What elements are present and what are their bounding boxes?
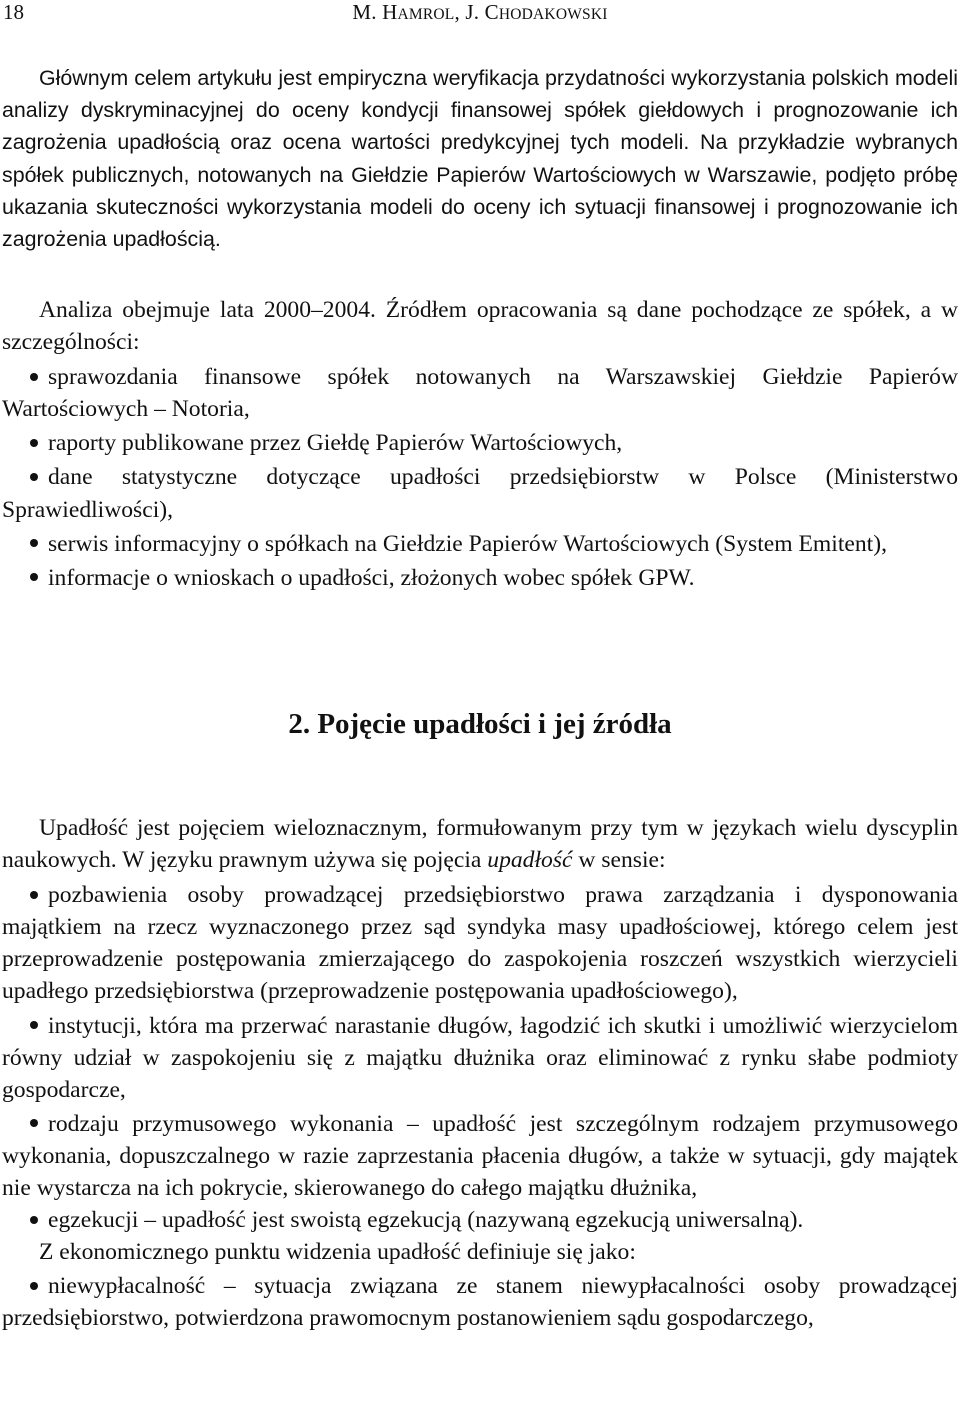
author-separator: , J. C xyxy=(454,0,499,24)
running-title xyxy=(0,0,960,25)
section-heading xyxy=(0,708,960,741)
author-surname-2: HODAKOWSKI xyxy=(498,6,608,23)
sources-bullet-3: dane statystyczne dotyczące upadłości przedsiębiorstw w Polsce (Ministerstwo Sprawiedliwości), xyxy=(2,461,958,525)
section2-body xyxy=(2,812,958,1335)
section-title: Pojęcie upadłości i jej źródła xyxy=(317,708,672,740)
legal-bullet-2: instytucji, która ma przerwać narastanie długów, łagodzić ich skutki i umożliwić wierzycielom równy udział w zaspokojeniu się z majątku dłużnika oraz eliminować z rynku słabe podmioty gospodarcze, xyxy=(2,1010,958,1106)
author-surname-1: AMROL xyxy=(397,6,455,23)
economic-paragraph: Z ekonomicznego punktu widzenia upadłość definiuje się jako: xyxy=(39,1239,636,1266)
section1-intro xyxy=(2,62,958,255)
legal-bullet-3: rodzaju przymusowego wykonania – upadłość jest szczególnym rodzajem przymusowego wykonania, dopuszczalnego w razie zaprzestania płacenia długów, a także w sytuacji, gdy majątek nie wystarcza na ich pokrycie, skierowanego do całego majątku dłużnika, xyxy=(2,1108,958,1204)
definition-paragraph xyxy=(2,812,958,876)
page-number: 18 xyxy=(3,0,24,24)
legal-bullet-4: egzekucji – upadłość jest swoistą egzekucją (nazywaną egzekucją uniwersalną). xyxy=(2,1204,958,1236)
definition-term: upadłość xyxy=(487,847,573,874)
definition-text-start: Upadłość jest pojęciem wieloznacznym, formułowanym przy tym w językach wielu dyscyplin naukowych. W języku prawnym używa się pojęcia xyxy=(2,815,958,874)
definition-text-end: w sensie: xyxy=(572,847,666,874)
sources-bullet-1: sprawozdania finansowe spółek notowanych na Warszawskiej Giełdzie Papierów Wartościowych – Notoria, xyxy=(2,361,958,425)
sources-paragraph: Analiza obejmuje lata 2000–2004. Źródłem opracowania są dane pochodzące ze spółek, a w szczególności: xyxy=(2,297,958,356)
economic-bullet-1: niewypłacalność – sytuacja związana ze stanem niewypłacalności osoby prowadzącej przedsiębiorstwo, potwierdzona prawomocnym postanowieniem sądu gospodarczego, xyxy=(2,1270,958,1334)
sources-bullet-2: raporty publikowane przez Giełdę Papierów Wartościowych, xyxy=(2,427,958,459)
legal-bullet-1: pozbawienia osoby prowadzącej przedsiębiorstwo prawa zarządzania i dysponowania majątkiem na rzecz wyznaczonego przez sąd syndyka masy upadłościowej, którego celem jest przeprowadzenie postępowania zmierzającego do zaspokojenia roszczeń wszystkich wierzycieli upadłego przedsiębiorstwa (przeprowadzenie postępowania upadłościowego), xyxy=(2,879,958,1007)
running-header xyxy=(0,0,960,30)
author-initial-1: M. H xyxy=(352,0,398,24)
sources-bullet-4: serwis informacyjny o spółkach na Giełdzie Papierów Wartościowych (System Emitent), xyxy=(2,528,958,560)
sources-bullet-5: informacje o wnioskach o upadłości, złożonych wobec spółek GPW. xyxy=(2,562,958,594)
section-number: 2. xyxy=(288,708,318,740)
intro-paragraph: Głównym celem artykułu jest empiryczna weryfikacja przydatności wykorzystania polskich modeli analizy dyskryminacyjnej do oceny kondycji finansowej spółek giełdowych i prognozowanie ich zagrożenia upadłością oraz ocena wartości predykcyjnej tych modeli. Na przykładzie wybranych spółek publicznych, notowanych na Giełdzie Papierów Wartościowych w Warszawie, podjęto próbę ukazania skuteczności wykorzystania modeli do oceny ich sytuacji finansowej i prognozowanie ich zagrożenia upadłością. xyxy=(2,66,958,252)
section1-sources xyxy=(2,294,958,594)
